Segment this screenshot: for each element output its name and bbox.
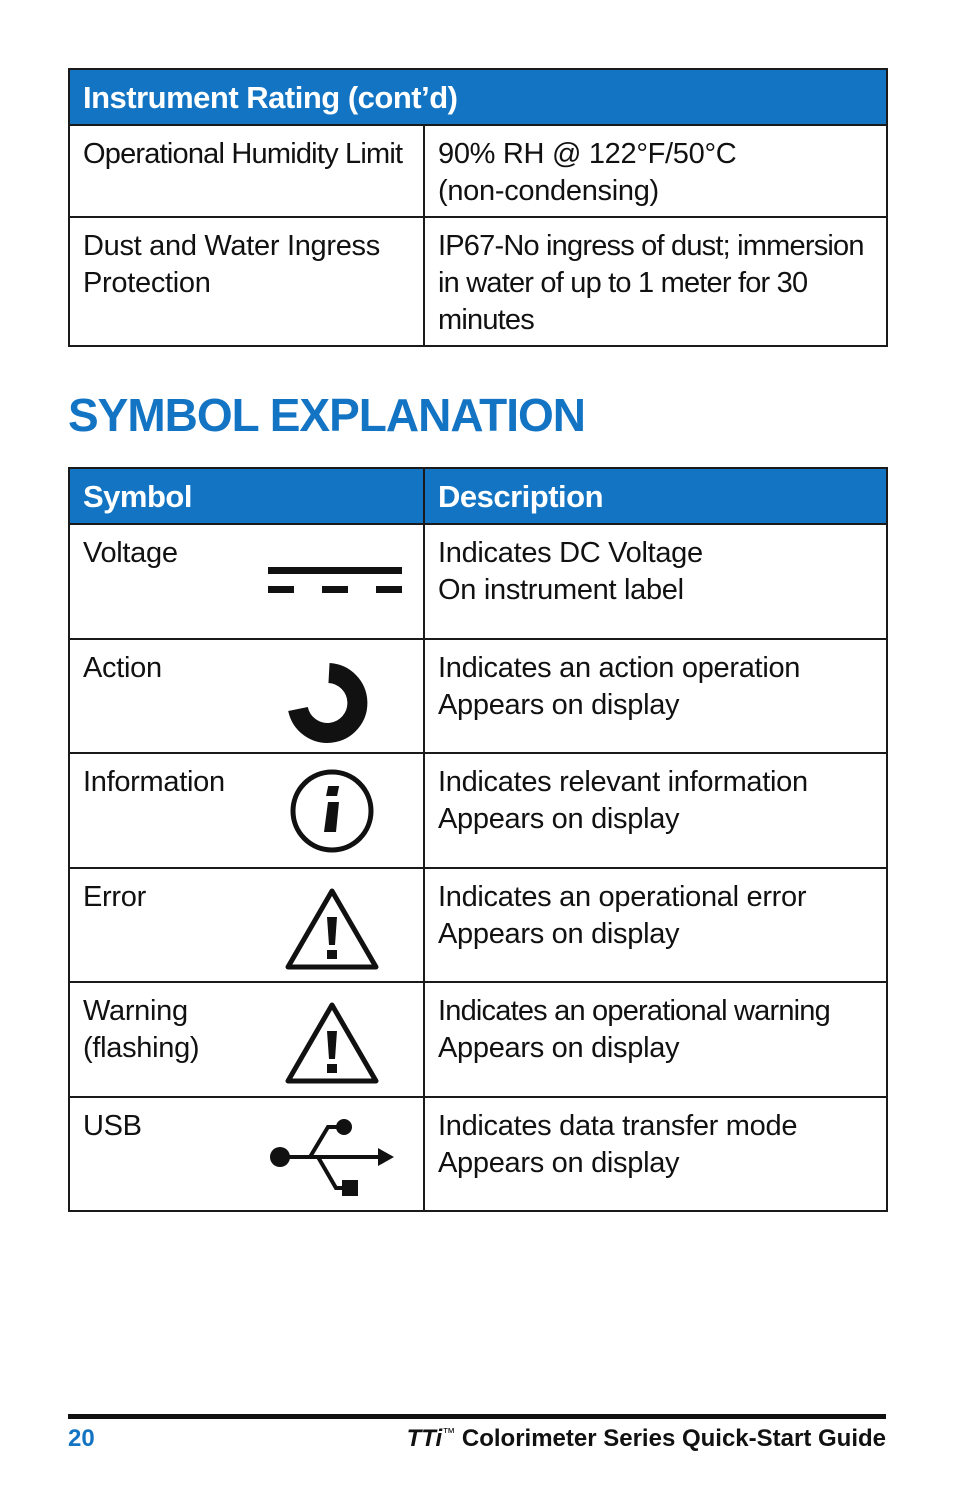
description-cell-usb bbox=[424, 1097, 887, 1212]
rating-label-ingress bbox=[69, 217, 424, 346]
description-cell-error bbox=[424, 868, 887, 983]
symbol-label: USB bbox=[83, 1109, 142, 1142]
symbol-label: (flashing) bbox=[83, 1032, 200, 1064]
description-line: Indicates data transfer mode bbox=[438, 1109, 798, 1142]
description-line: Appears on display bbox=[438, 1032, 680, 1064]
symbol-cell-usb bbox=[69, 1097, 424, 1212]
table-row bbox=[69, 868, 887, 983]
usb-icon bbox=[266, 1112, 406, 1202]
guide-title-text: Colorimeter Series Quick-Start Guide bbox=[455, 1425, 886, 1452]
brand-name: TTi bbox=[406, 1425, 443, 1452]
table-row bbox=[69, 639, 887, 754]
table-row bbox=[69, 982, 887, 1097]
table-row bbox=[69, 125, 887, 217]
description-cell-voltage bbox=[424, 524, 887, 639]
action-icon bbox=[266, 654, 406, 744]
instrument-rating-table bbox=[68, 68, 888, 347]
table-row bbox=[69, 217, 887, 346]
description-line: Indicates an action operation bbox=[438, 651, 801, 684]
section-title: SYMBOL EXPLANATION bbox=[68, 389, 585, 441]
symbol-label: Action bbox=[83, 651, 162, 684]
value-line: in water of up to 1 meter for 30 bbox=[438, 267, 808, 299]
description-line: Appears on display bbox=[438, 803, 680, 835]
description-line: Appears on display bbox=[438, 688, 680, 721]
value-line: minutes bbox=[438, 304, 534, 336]
symbol-explanation-table bbox=[68, 467, 888, 1212]
description-line: Indicates DC Voltage bbox=[438, 537, 703, 569]
rating-label-humidity: Operational Humidity Limit bbox=[69, 125, 424, 217]
description-line: Indicates relevant information bbox=[438, 766, 808, 798]
symbol-column-header: Symbol bbox=[69, 468, 424, 524]
table-row bbox=[69, 524, 887, 639]
description-cell-information bbox=[424, 753, 887, 868]
description-column-header: Description bbox=[424, 468, 887, 524]
dc-voltage-icon bbox=[266, 539, 406, 629]
symbol-label: Warning bbox=[83, 995, 188, 1027]
value-line: 90% RH @ 122°F/50°C bbox=[438, 138, 737, 170]
footer-guide-title bbox=[407, 1425, 886, 1453]
rating-table-header: Instrument Rating (cont’d) bbox=[69, 69, 887, 125]
error-warning-triangle-icon bbox=[266, 883, 406, 973]
rating-value-humidity bbox=[424, 125, 887, 217]
value-line: IP67-No ingress of dust; immersion bbox=[438, 230, 864, 262]
description-line: Appears on display bbox=[438, 1146, 680, 1179]
table-row bbox=[69, 1097, 887, 1212]
description-line: Appears on display bbox=[438, 917, 680, 950]
table-row bbox=[69, 753, 887, 868]
description-line: On instrument label bbox=[438, 574, 684, 606]
page-number: 20 bbox=[68, 1425, 95, 1452]
trademark-mark: ™ bbox=[442, 1425, 456, 1440]
symbol-cell-information bbox=[69, 753, 424, 868]
description-line: Indicates an operational warning bbox=[438, 995, 830, 1027]
description-cell-action bbox=[424, 639, 887, 754]
rating-value-ingress bbox=[424, 217, 887, 346]
symbol-cell-voltage bbox=[69, 524, 424, 639]
footer-rule bbox=[68, 1414, 886, 1419]
label-line: Dust and Water Ingress bbox=[83, 230, 380, 262]
label-line: Protection bbox=[83, 267, 211, 299]
description-cell-warning bbox=[424, 982, 887, 1097]
value-line: (non-condensing) bbox=[438, 175, 659, 207]
warning-triangle-icon bbox=[266, 997, 406, 1087]
symbol-cell-action bbox=[69, 639, 424, 754]
symbol-cell-warning bbox=[69, 982, 424, 1097]
symbol-label: Information bbox=[83, 766, 225, 798]
description-line: Indicates an operational error bbox=[438, 880, 807, 913]
symbol-label: Error bbox=[83, 880, 146, 913]
information-icon bbox=[266, 768, 406, 858]
symbol-label: Voltage bbox=[83, 537, 178, 569]
symbol-cell-error bbox=[69, 868, 424, 983]
